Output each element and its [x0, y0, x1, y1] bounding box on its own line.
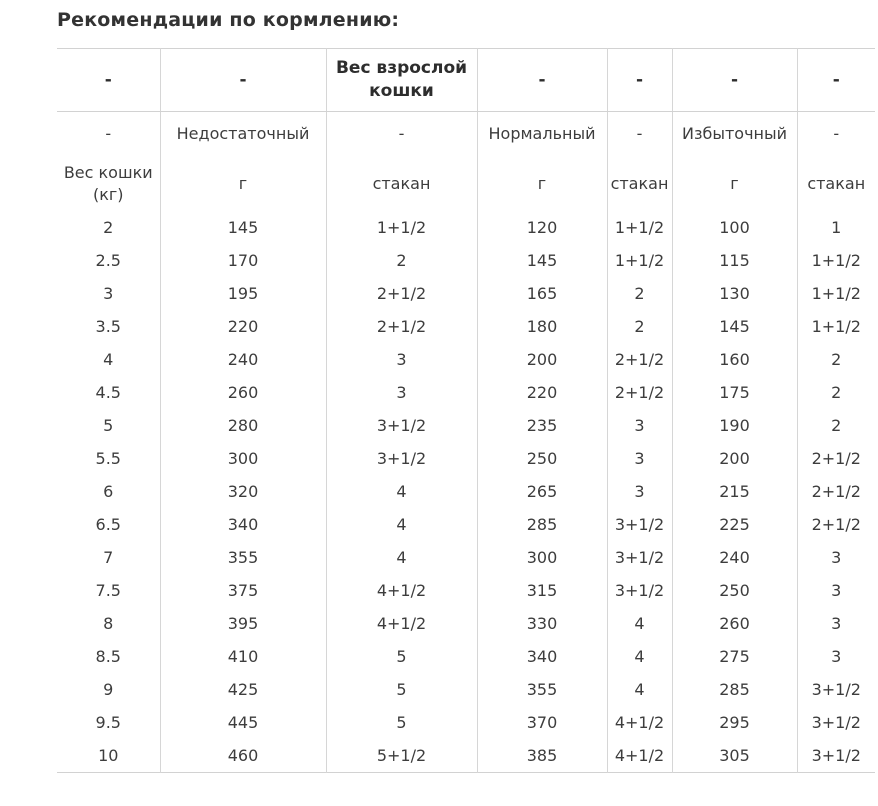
- data-cell: 2+1/2: [797, 508, 875, 541]
- data-cell: 260: [160, 376, 326, 409]
- data-cell: 7.5: [95, 580, 121, 600]
- data-cell: 3: [607, 475, 672, 508]
- data-cell: 275: [672, 640, 797, 673]
- data-cell: 4+1/2: [326, 607, 477, 640]
- data-cell: 1+1/2: [797, 277, 875, 310]
- data-cell: 175: [672, 376, 797, 409]
- data-cell: 4.5: [95, 382, 121, 402]
- data-cell: 145: [477, 244, 607, 277]
- header-cell: г: [160, 156, 326, 211]
- header-cell: -: [477, 49, 607, 112]
- data-cell: 5: [326, 640, 477, 673]
- data-cell: 2: [326, 244, 477, 277]
- data-cell: 315: [477, 574, 607, 607]
- data-cell: 385: [477, 739, 607, 773]
- table-row: [57, 574, 875, 607]
- data-cell: 4: [607, 607, 672, 640]
- header-cell: Недостаточный: [160, 112, 326, 157]
- data-cell: 4+1/2: [326, 574, 477, 607]
- data-cell: 1+1/2: [326, 211, 477, 244]
- data-cell: 2: [103, 217, 114, 237]
- data-cell: 2+1/2: [326, 310, 477, 343]
- table-row: [57, 376, 875, 409]
- data-cell: 3: [607, 442, 672, 475]
- header-cell: -: [797, 49, 875, 112]
- data-cell: 1+1/2: [607, 244, 672, 277]
- header-cell: стакан: [326, 156, 477, 211]
- data-cell: 195: [160, 277, 326, 310]
- data-cell: 3: [607, 409, 672, 442]
- data-cell: 425: [160, 673, 326, 706]
- data-cell: 2+1/2: [797, 475, 875, 508]
- table-row: [57, 211, 875, 244]
- data-cell: 115: [672, 244, 797, 277]
- table-row: [57, 343, 875, 376]
- data-cell: 2+1/2: [607, 343, 672, 376]
- data-cell: 2+1/2: [607, 376, 672, 409]
- data-cell: 4: [326, 508, 477, 541]
- data-cell: 120: [477, 211, 607, 244]
- data-cell: 6: [103, 481, 114, 501]
- table-row: [57, 739, 875, 773]
- data-cell: 5: [326, 673, 477, 706]
- data-cell: 5: [326, 706, 477, 739]
- content-area: [57, 0, 875, 773]
- header-cell: -: [105, 124, 112, 144]
- table-row: [57, 442, 875, 475]
- header-cell: г: [477, 156, 607, 211]
- header-cell: -: [607, 49, 672, 112]
- data-cell: 3+1/2: [797, 739, 875, 773]
- header-cell: стакан: [797, 156, 875, 211]
- header-cell: Избыточный: [672, 112, 797, 157]
- data-cell: 295: [672, 706, 797, 739]
- header-cell: стакан: [607, 156, 672, 211]
- table-row: [57, 706, 875, 739]
- data-cell: 220: [160, 310, 326, 343]
- header-cell: -: [607, 112, 672, 157]
- header-cell: -: [160, 49, 326, 112]
- data-cell: 4: [103, 349, 114, 369]
- header-cell: Вес взрослой кошки: [326, 49, 477, 112]
- header-cell: -: [57, 49, 160, 112]
- data-cell: 250: [477, 442, 607, 475]
- table-row: [57, 640, 875, 673]
- data-cell: 180: [477, 310, 607, 343]
- data-cell: 250: [672, 574, 797, 607]
- data-cell: 3+1/2: [797, 673, 875, 706]
- data-cell: 3: [797, 640, 875, 673]
- data-cell: 130: [672, 277, 797, 310]
- feeding-table-header: [57, 49, 875, 212]
- data-cell: 3+1/2: [607, 508, 672, 541]
- table-row: [57, 310, 875, 343]
- table-row: [57, 156, 875, 211]
- data-cell: 1+1/2: [607, 211, 672, 244]
- data-cell: 370: [477, 706, 607, 739]
- data-cell: 240: [160, 343, 326, 376]
- data-cell: 3+1/2: [326, 442, 477, 475]
- data-cell: 300: [160, 442, 326, 475]
- data-cell: 6.5: [95, 514, 121, 534]
- data-cell: 260: [672, 607, 797, 640]
- table-row: [57, 49, 875, 112]
- data-cell: 340: [477, 640, 607, 673]
- data-cell: 1+1/2: [797, 244, 875, 277]
- data-cell: 285: [477, 508, 607, 541]
- data-cell: 5.5: [95, 448, 121, 468]
- data-cell: 3: [326, 343, 477, 376]
- data-cell: 3: [326, 376, 477, 409]
- data-cell: 3+1/2: [326, 409, 477, 442]
- data-cell: 4+1/2: [607, 706, 672, 739]
- data-cell: 4: [607, 640, 672, 673]
- data-cell: 3: [103, 283, 114, 303]
- data-cell: 215: [672, 475, 797, 508]
- header-cell: -: [672, 49, 797, 112]
- data-cell: 2+1/2: [797, 442, 875, 475]
- data-cell: 4: [326, 541, 477, 574]
- data-cell: 375: [160, 574, 326, 607]
- feeding-table: [57, 48, 875, 773]
- data-cell: 10: [98, 745, 119, 765]
- data-cell: 2: [797, 343, 875, 376]
- data-cell: 340: [160, 508, 326, 541]
- data-cell: 285: [672, 673, 797, 706]
- data-cell: 460: [160, 739, 326, 773]
- table-row: [57, 541, 875, 574]
- data-cell: 4: [607, 673, 672, 706]
- data-cell: 395: [160, 607, 326, 640]
- header-cell: -: [326, 112, 477, 157]
- data-cell: 280: [160, 409, 326, 442]
- data-cell: 9: [103, 679, 114, 699]
- feeding-table-body: [57, 211, 875, 773]
- data-cell: 170: [160, 244, 326, 277]
- header-cell: Вес кошки (кг): [63, 162, 153, 204]
- data-cell: 3+1/2: [607, 541, 672, 574]
- data-cell: 9.5: [95, 712, 121, 732]
- data-cell: 330: [477, 607, 607, 640]
- data-cell: 1+1/2: [797, 310, 875, 343]
- header-cell: Нормальный: [477, 112, 607, 157]
- table-row: [57, 244, 875, 277]
- data-cell: 3: [797, 541, 875, 574]
- table-row: [57, 673, 875, 706]
- data-cell: 225: [672, 508, 797, 541]
- data-cell: 305: [672, 739, 797, 773]
- data-cell: 3: [797, 574, 875, 607]
- data-cell: 200: [477, 343, 607, 376]
- data-cell: 355: [477, 673, 607, 706]
- data-cell: 410: [160, 640, 326, 673]
- data-cell: 7: [103, 547, 114, 567]
- data-cell: 3: [797, 607, 875, 640]
- data-cell: 3+1/2: [607, 574, 672, 607]
- table-row: [57, 508, 875, 541]
- data-cell: 265: [477, 475, 607, 508]
- section-title: Рекомендации по кормлению:: [57, 9, 400, 31]
- data-cell: 4+1/2: [607, 739, 672, 773]
- data-cell: 1: [797, 211, 875, 244]
- data-cell: 3.5: [95, 316, 121, 336]
- data-cell: 145: [672, 310, 797, 343]
- data-cell: 2: [797, 376, 875, 409]
- table-row: [57, 475, 875, 508]
- data-cell: 320: [160, 475, 326, 508]
- data-cell: 2.5: [95, 250, 121, 270]
- table-row: [57, 409, 875, 442]
- data-cell: 200: [672, 442, 797, 475]
- data-cell: 220: [477, 376, 607, 409]
- data-cell: 240: [672, 541, 797, 574]
- data-cell: 160: [672, 343, 797, 376]
- data-cell: 8.5: [95, 646, 121, 666]
- data-cell: 8: [103, 613, 114, 633]
- data-cell: 5+1/2: [326, 739, 477, 773]
- data-cell: 190: [672, 409, 797, 442]
- data-cell: 145: [160, 211, 326, 244]
- table-row: [57, 277, 875, 310]
- table-row: [57, 112, 875, 157]
- header-cell: -: [797, 112, 875, 157]
- header-cell: г: [672, 156, 797, 211]
- table-row: [57, 607, 875, 640]
- data-cell: 355: [160, 541, 326, 574]
- data-cell: 2: [607, 310, 672, 343]
- data-cell: 3+1/2: [797, 706, 875, 739]
- data-cell: 445: [160, 706, 326, 739]
- data-cell: 5: [103, 415, 114, 435]
- data-cell: 100: [672, 211, 797, 244]
- data-cell: 165: [477, 277, 607, 310]
- data-cell: 2+1/2: [326, 277, 477, 310]
- data-cell: 300: [477, 541, 607, 574]
- data-cell: 4: [326, 475, 477, 508]
- data-cell: 235: [477, 409, 607, 442]
- data-cell: 2: [797, 409, 875, 442]
- data-cell: 2: [607, 277, 672, 310]
